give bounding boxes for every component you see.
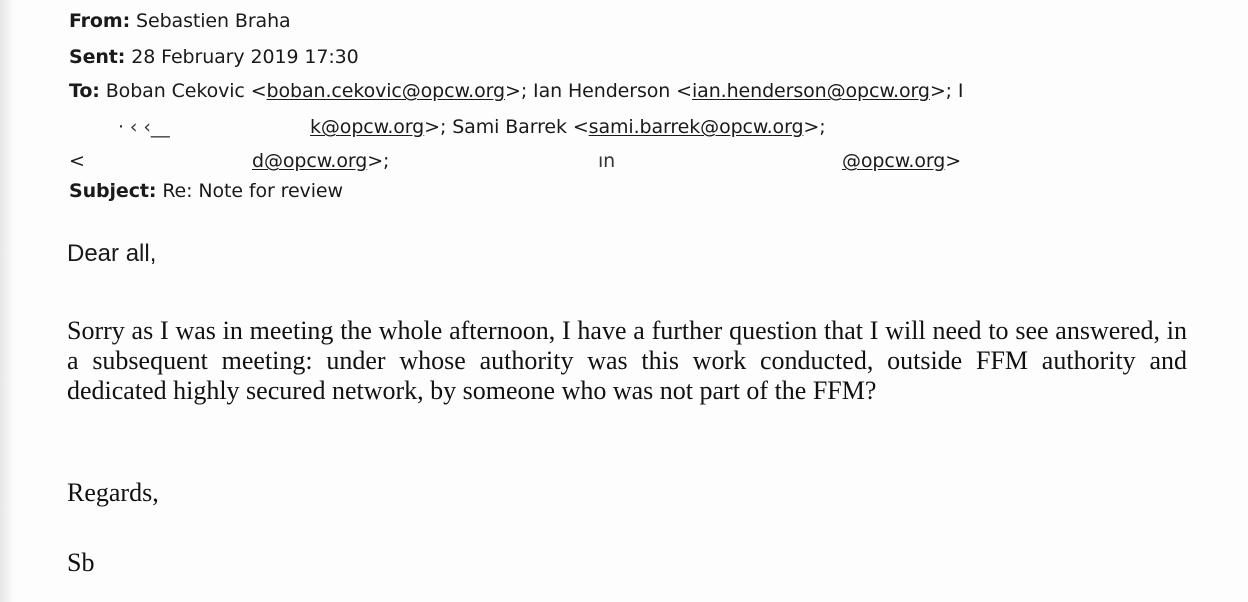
email-link[interactable]: boban.cekovic@opcw.org: [266, 80, 505, 102]
closing: Regards,: [67, 478, 159, 507]
subject-value: Re: Note for review: [162, 180, 343, 202]
to-line-2: [310, 116, 826, 138]
to-line-2-fragment: · ‹ ‹__: [118, 116, 170, 138]
to-label: To:: [69, 80, 100, 102]
to-text: >;: [803, 116, 826, 138]
from-value: Sebastien Braha: [136, 10, 291, 32]
to-line-3-part1: [252, 150, 389, 172]
from-label: From:: [69, 10, 131, 32]
email-link[interactable]: d@opcw.org: [252, 150, 368, 172]
email-link[interactable]: @opcw.org: [842, 150, 946, 172]
to-text: >; I: [929, 80, 964, 102]
to-text: Boban Cekovic <: [105, 80, 267, 102]
signature: Sb: [67, 548, 95, 577]
to-text: >; Sami Barrek <: [424, 116, 589, 138]
to-line-3-part2: [842, 150, 961, 172]
body-paragraph: Sorry as I was in meeting the whole afternoon, I have a further question that I will need to see answered, in a subsequent meeting: under whose authority was this work conducted, outside FFM authority and dedicated highly secured network, by someone who was not part of the FFM?: [67, 316, 1187, 405]
sent-label: Sent:: [69, 46, 126, 68]
email-link[interactable]: k@opcw.org: [310, 116, 425, 138]
to-text: >; Ian Henderson <: [505, 80, 692, 102]
greeting: Dear all,: [67, 240, 157, 267]
email-link[interactable]: sami.barrek@opcw.org: [588, 116, 804, 138]
sent-value: 28 February 2019 17:30: [131, 46, 359, 68]
email-link[interactable]: ian.henderson@opcw.org: [692, 80, 930, 102]
to-text: >: [945, 150, 962, 172]
sent-line: [69, 46, 359, 68]
from-line: [69, 10, 291, 32]
to-line-3-fragment: ın: [598, 150, 616, 172]
subject-label: Subject:: [69, 180, 157, 202]
to-line-3-start: <: [69, 150, 85, 172]
subject-line: [69, 180, 343, 202]
to-line-1: [69, 80, 963, 102]
scan-shadow-edge: [0, 0, 14, 602]
to-text: >;: [367, 150, 390, 172]
